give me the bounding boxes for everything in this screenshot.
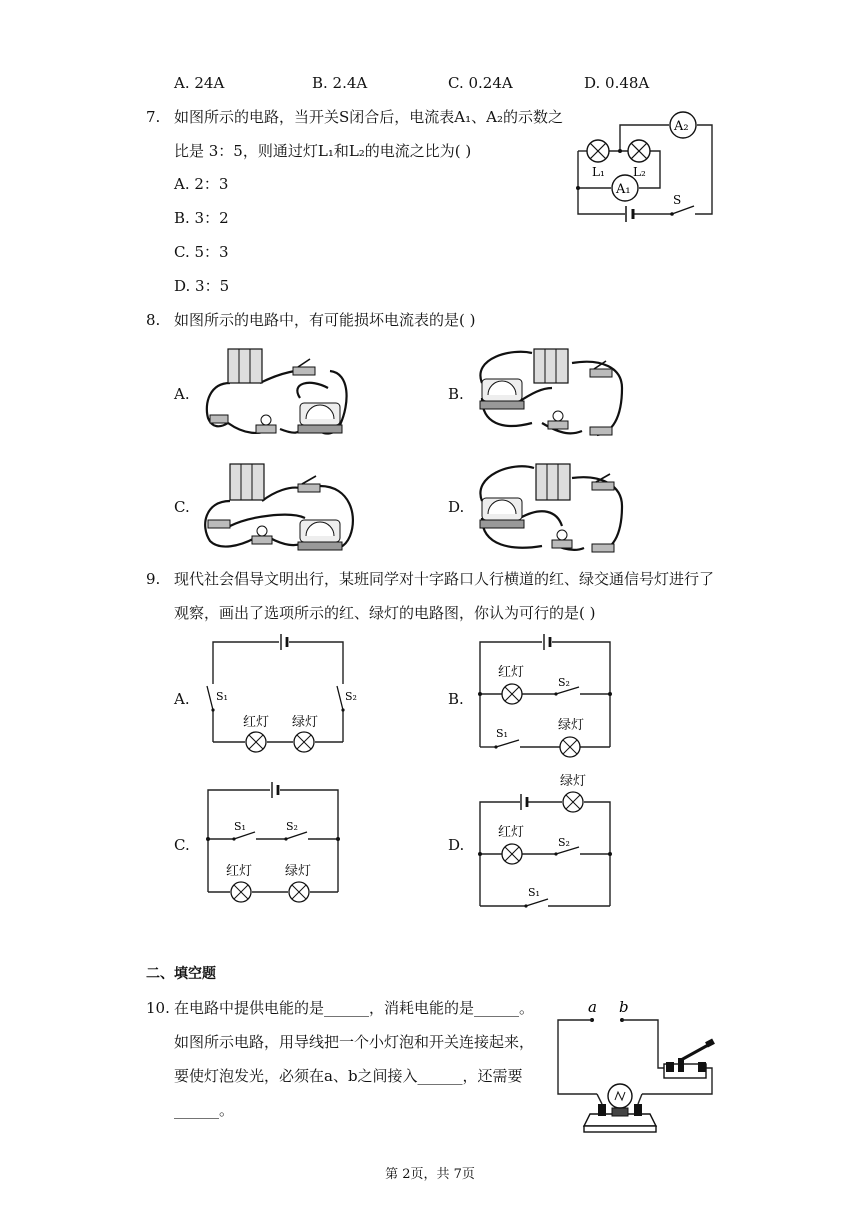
q6-option-d: D. 0.48A bbox=[584, 74, 650, 92]
q9-stem-line1: 现代社会倡导文明出行，某班同学对十字路口人行横道的红、绿交通信号灯进行了 bbox=[174, 570, 715, 588]
q9-option-c-label: C. bbox=[174, 836, 190, 854]
q9-circuit-d bbox=[476, 772, 616, 912]
q9c-label-green: 绿灯 bbox=[285, 864, 312, 879]
q8-option-a-label: A. bbox=[174, 385, 190, 403]
q7-label-a1: A₁ bbox=[616, 182, 631, 197]
q10-number: 10. bbox=[146, 999, 170, 1017]
q9b-label-red: 红灯 bbox=[498, 665, 525, 680]
q10-stem-line4: ______。 bbox=[174, 1101, 235, 1119]
q9-option-a-label: A. bbox=[174, 690, 190, 708]
page-footer: 第 2页，共 7页 bbox=[385, 1167, 475, 1182]
q9d-label-green: 绿灯 bbox=[560, 774, 587, 789]
q10-stem-line2: 如图所示电路，用导线把一个小灯泡和开关连接起来， bbox=[174, 1033, 535, 1051]
q7-label-s: S bbox=[673, 193, 682, 207]
q9-circuit-a bbox=[205, 632, 355, 752]
q7-option-b: B. 3：2 bbox=[174, 209, 229, 227]
q10-knife-switch bbox=[664, 1038, 715, 1078]
section-title: 二、填空题 bbox=[146, 966, 216, 982]
q7-stem-line1: 如图所示的电路，当开关S闭合后，电流表A₁、A₂的示数之 bbox=[174, 108, 563, 126]
q8-circuit-photo-d bbox=[472, 456, 632, 556]
q10-label-a: a bbox=[588, 998, 597, 1016]
q9b-label-s1: S₁ bbox=[496, 727, 508, 740]
q9a-label-green: 绿灯 bbox=[292, 715, 319, 730]
q6-option-a: A. 24A bbox=[174, 74, 225, 92]
q9b-label-green: 绿灯 bbox=[558, 718, 585, 733]
q7-label-a2: A₂ bbox=[674, 119, 689, 134]
q10-label-b: b bbox=[619, 998, 629, 1016]
q7-lamp-l1 bbox=[587, 140, 609, 162]
q7-option-c: C. 5：3 bbox=[174, 243, 229, 261]
q9a-label-s1: S₁ bbox=[216, 690, 228, 703]
q9-stem-line2: 观察，画出了选项所示的红、绿灯的电路图，你认为可行的是( ) bbox=[174, 604, 596, 622]
q6-option-c: C. 0.24A bbox=[448, 74, 513, 92]
q10-bulb-holder bbox=[584, 1084, 656, 1132]
q7-lamp-l2 bbox=[628, 140, 650, 162]
q8-option-b-label: B. bbox=[448, 385, 464, 403]
q9a-label-red: 红灯 bbox=[243, 715, 270, 730]
q9d-label-s2: S₂ bbox=[558, 836, 570, 849]
q9a-label-s2: S₂ bbox=[345, 690, 357, 703]
q9c-label-red: 红灯 bbox=[226, 864, 253, 879]
q8-option-d-label: D. bbox=[448, 498, 465, 516]
q8-stem: 如图所示的电路中，有可能损坏电流表的是( ) bbox=[174, 311, 476, 329]
q7-option-d: D. 3：5 bbox=[174, 277, 230, 295]
q9b-label-s2: S₂ bbox=[558, 676, 570, 689]
q7-number: 7. bbox=[146, 108, 161, 126]
q7-circuit-diagram bbox=[570, 108, 720, 218]
q9-number: 9. bbox=[146, 570, 161, 588]
q10-circuit-diagram bbox=[552, 996, 722, 1146]
q8-circuit-photo-a bbox=[200, 343, 360, 438]
q8-circuit-photo-c bbox=[200, 456, 360, 556]
q9-circuit-b bbox=[476, 632, 616, 757]
q9-circuit-c bbox=[202, 780, 347, 905]
q7-stem-line2: 比是 3：5，则通过灯L₁和L₂的电流之比为( ) bbox=[174, 142, 472, 160]
q9d-label-red: 红灯 bbox=[498, 825, 525, 840]
q9c-label-s1: S₁ bbox=[234, 820, 246, 833]
q7-option-a: A. 2：3 bbox=[174, 175, 229, 193]
q9-option-d-label: D. bbox=[448, 836, 465, 854]
q9d-label-s1: S₁ bbox=[528, 886, 540, 899]
q8-circuit-photo-b bbox=[472, 343, 632, 438]
q7-label-l2: L₂ bbox=[633, 165, 646, 179]
q10-stem-line3: 要使灯泡发光，必须在a、b之间接入______，还需要 bbox=[174, 1067, 523, 1085]
q8-option-c-label: C. bbox=[174, 498, 190, 516]
q9c-label-s2: S₂ bbox=[286, 820, 298, 833]
q10-stem-line1: 在电路中提供电能的是______，消耗电能的是______。 bbox=[174, 999, 535, 1017]
q7-label-l1: L₁ bbox=[592, 165, 605, 179]
q9-option-b-label: B. bbox=[448, 690, 464, 708]
q8-number: 8. bbox=[146, 311, 161, 329]
q6-option-b: B. 2.4A bbox=[312, 74, 368, 92]
